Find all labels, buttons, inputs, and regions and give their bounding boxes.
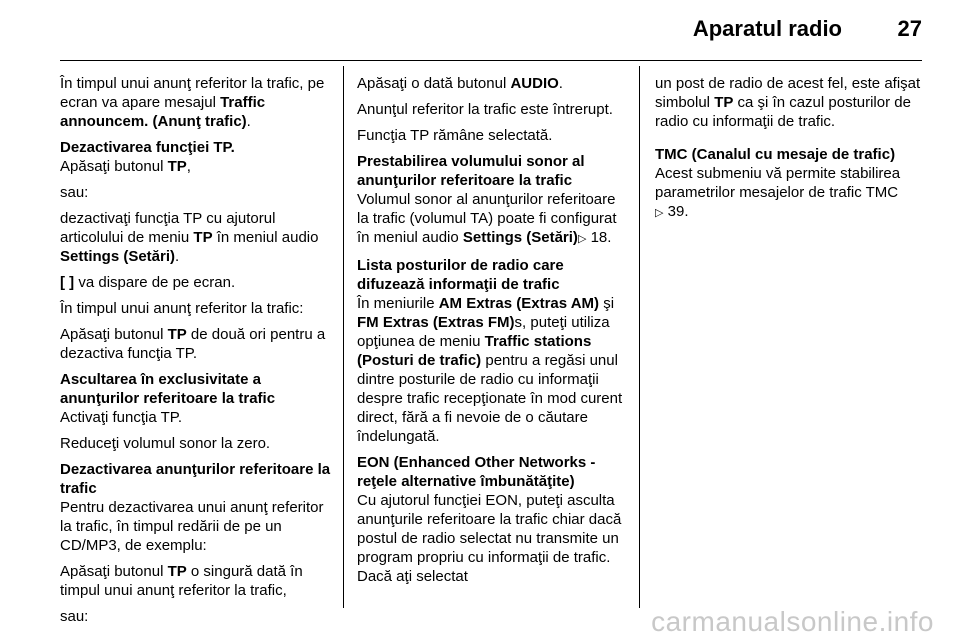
- subheading: TMC (Canalul cu mesaje de trafic): [655, 146, 896, 163]
- paragraph: Pentru dezactivarea unui anunţ referitor la trafic, în timpul redării de pe un CD/MP3, de exemplu:: [60, 499, 324, 554]
- paragraph: Apăsaţi butonul TP de două ori pentru a dezactiva funcţia TP.: [60, 326, 326, 362]
- paragraph: sau:: [60, 184, 89, 201]
- arrow-right-outline-icon: ▷: [577, 233, 587, 245]
- column-divider-2: [639, 66, 640, 608]
- text-column-1: [60, 74, 332, 633]
- paragraph: un post de radio de acest fel, este afişat simbolul TP ca şi în cazul posturilor de radio cu informaţii de trafic.: [655, 75, 921, 130]
- paragraph: Cu ajutorul funcţiei EON, puteţi asculta anunţurile referitoare la trafic chiar dacă postul de radio selectat nu transmite un program propriu cu informaţii de trafic. Dacă aţi selectat: [357, 492, 622, 585]
- subheading: EON (Enhanced Other Networks - reţele alternative îmbunătăţite): [357, 454, 596, 490]
- text-column-2: [357, 74, 629, 593]
- arrow-right-outline-icon: ▷: [655, 207, 664, 219]
- paragraph: [ ] va dispare de pe ecran.: [60, 274, 236, 291]
- paragraph: Reduceţi volumul sonor la zero.: [60, 435, 271, 452]
- subheading: Ascultarea în exclusivitate a anunţurilor referitoare la trafic: [60, 371, 276, 407]
- paragraph: sau:: [60, 608, 89, 625]
- paragraph: Apăsaţi o dată butonul AUDIO.: [357, 75, 563, 92]
- subheading: Prestabilirea volumului sonor al anunţurilor referitoare la trafic: [357, 153, 585, 189]
- page-number: 27: [897, 16, 922, 41]
- subheading: Dezactivarea funcţiei TP.: [60, 139, 235, 156]
- subheading: Lista posturilor de radio care difuzează informaţii de trafic: [357, 257, 564, 293]
- header-divider: [60, 60, 922, 61]
- column-divider-1: [343, 66, 344, 608]
- paragraph: Volumul sonor al anunţurilor referitoare la trafic (volumul TA) poate fi configurat în meniul audio Settings (Setări)▷ 18.: [357, 190, 629, 249]
- paragraph: În meniurile AM Extras (Extras AM) şi FM Extras (Extras FM)s, puteţi utiliza opţiunea de meniu Traffic stations (Posturi de trafic) pentru a regăsi unul dintre posturile de radio cu informaţii despre trafic recepţionate în mod curent direct, fără a fi nevoie de o căutare îndelungată.: [357, 295, 623, 445]
- paragraph: Activaţi funcţia TP.: [60, 409, 183, 426]
- section-title: Aparatul radio: [692, 16, 842, 41]
- paragraph: În timpul unui anunţ referitor la trafic, pe ecran va apare mesajul Traffic announcem. (Anunţ trafic).: [60, 75, 325, 130]
- text-column-3: [655, 74, 927, 230]
- paragraph: Apăsaţi butonul TP,: [60, 158, 191, 175]
- watermark: carmanualsonline.info: [651, 606, 934, 637]
- paragraph: Apăsaţi butonul TP o singură dată în timpul unui anunţ referitor la trafic,: [60, 563, 303, 599]
- paragraph: În timpul unui anunţ referitor la trafic:: [60, 300, 304, 317]
- paragraph: Acest submeniu vă permite stabilirea parametrilor mesajelor de trafic TMC ▷ 39.: [655, 164, 927, 223]
- paragraph: dezactivaţi funcţia TP cu ajutorul articolului de meniu TP în meniul audio Settings (Setări).: [60, 210, 319, 265]
- paragraph: Funcţia TP rămâne selectată.: [357, 127, 553, 144]
- subheading: Dezactivarea anunţurilor referitoare la trafic: [60, 461, 331, 497]
- paragraph: Anunţul referitor la trafic este întrerupt.: [357, 101, 613, 118]
